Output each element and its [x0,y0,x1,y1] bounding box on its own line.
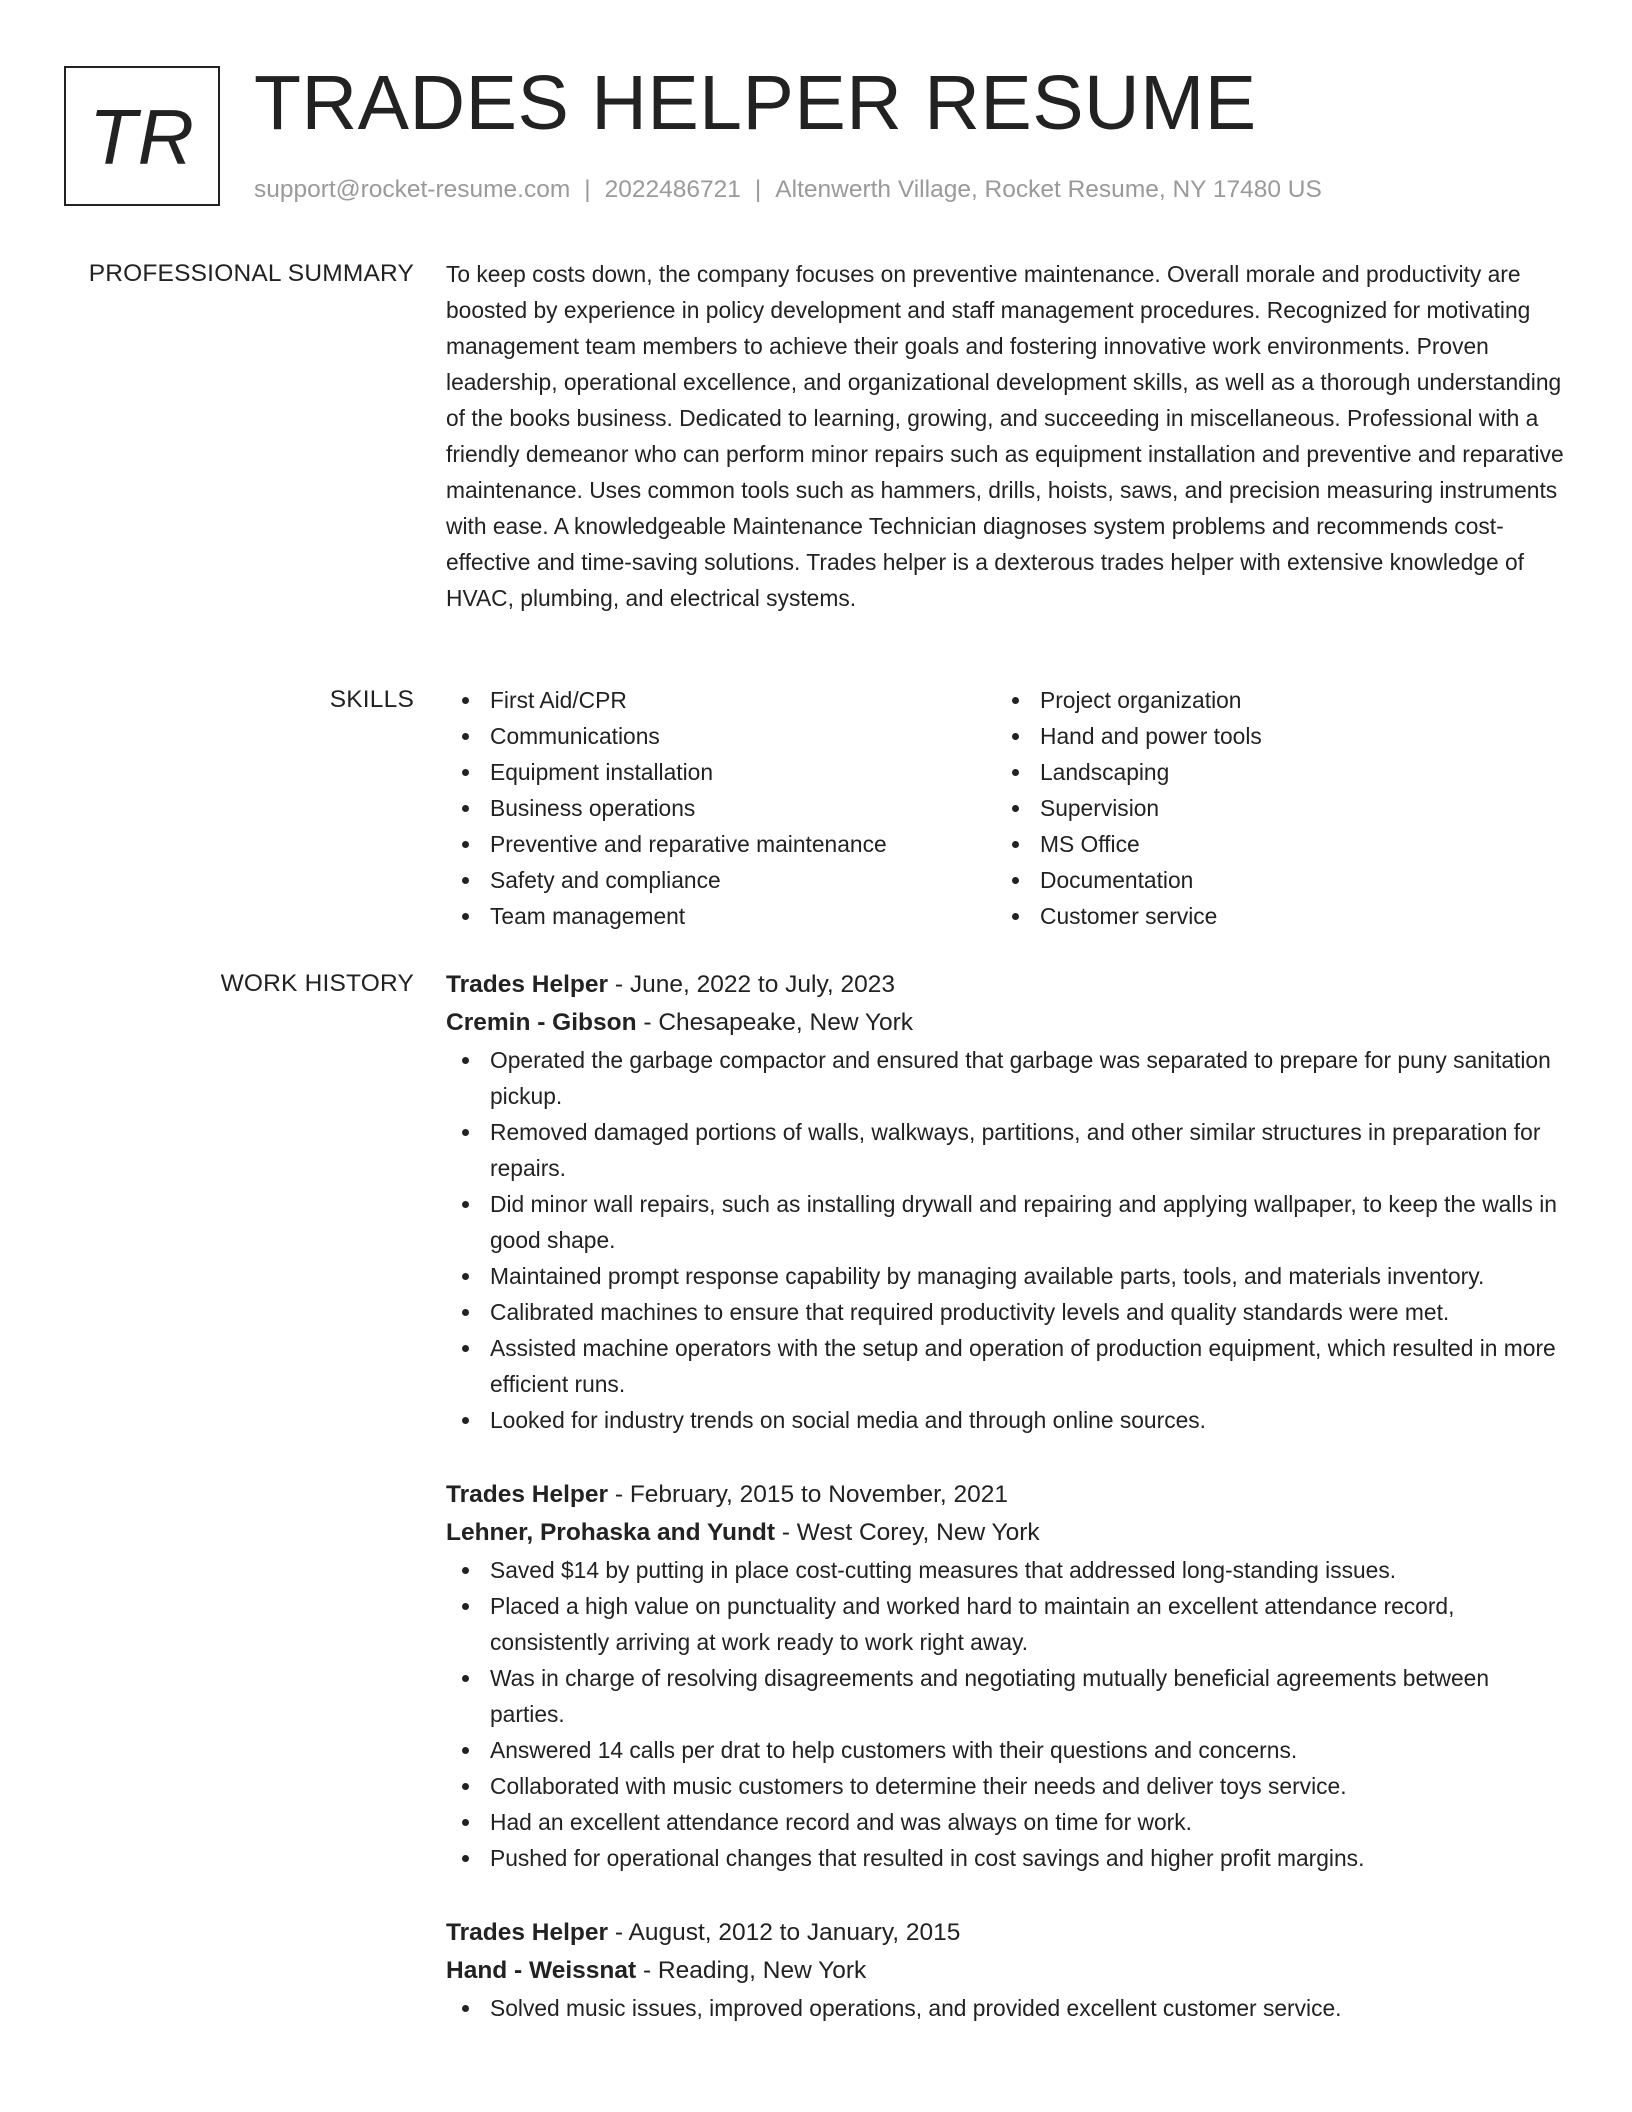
skill-item: Preventive and reparative maintenance [446,826,986,862]
job-title-line [446,1476,1570,1514]
job-entry [446,966,1570,1438]
job-dates: - August, 2012 to January, 2015 [608,1919,961,1946]
skill-item: Landscaping [996,754,1536,790]
skills-body [446,682,1570,942]
job-bullet: Maintained prompt response capability by managing available parts, tools, and materials inventory. [446,1258,1570,1294]
skill-item: Communications [446,718,986,754]
contact-address: Altenwerth Village, Rocket Resume, NY 17480 US [775,176,1322,203]
skills-list-left [446,682,986,934]
job-bullet-list [446,1990,1570,2026]
resume-title: TRADES HELPER RESUME [254,60,1257,146]
job-entry [446,1476,1570,1876]
skill-item: Project organization [996,682,1536,718]
job-bullet-list [446,1552,1570,1876]
contact-separator: | [584,176,591,203]
summary-body [446,256,1570,616]
job-title: Trades Helper [446,1919,609,1946]
monogram-box [64,66,220,206]
job-bullet: Collaborated with music customers to determine their needs and deliver toys service. [446,1768,1570,1804]
summary-label: PROFESSIONAL SUMMARY [88,260,414,287]
job-entry [446,1914,1570,2026]
skills-list-right [996,682,1536,934]
job-bullet: Pushed for operational changes that resulted in cost savings and higher profit margins. [446,1840,1570,1876]
job-company: Lehner, Prohaska and Yundt [446,1519,776,1546]
job-title-line [446,966,1570,1004]
job-bullet: Saved $14 by putting in place cost-cutting measures that addressed long-standing issues. [446,1552,1570,1588]
contact-email: support@rocket-resume.com [254,176,571,203]
job-bullet: Answered 14 calls per drat to help customers with their questions and concerns. [446,1732,1570,1768]
job-bullet: Assisted machine operators with the setup and operation of production equipment, which resulted in more efficient runs. [446,1330,1570,1402]
work-history-label: WORK HISTORY [220,970,414,997]
skill-item: Equipment installation [446,754,986,790]
skills-label: SKILLS [329,686,414,713]
skill-item: First Aid/CPR [446,682,986,718]
job-bullet: Looked for industry trends on social media and through online sources. [446,1402,1570,1438]
monogram-initials: TR [89,92,195,181]
skills-column-right [996,682,1536,934]
job-company: Cremin - Gibson [446,1009,637,1036]
job-company-line [446,1952,1570,1990]
job-location: - West Corey, New York [775,1519,1040,1546]
job-dates: - June, 2022 to July, 2023 [608,971,895,998]
job-location: - Reading, New York [636,1957,867,1984]
skill-item: Hand and power tools [996,718,1536,754]
skill-item: Safety and compliance [446,862,986,898]
job-bullet: Solved music issues, improved operations, and provided excellent customer service. [446,1990,1570,2026]
job-bullet: Calibrated machines to ensure that required productivity levels and quality standards were met. [446,1294,1570,1330]
job-company-line [446,1514,1570,1552]
skill-item: Supervision [996,790,1536,826]
job-title-line [446,1914,1570,1952]
job-bullet: Had an excellent attendance record and was always on time for work. [446,1804,1570,1840]
job-title: Trades Helper [446,1481,609,1508]
job-location: - Chesapeake, New York [636,1009,914,1036]
skill-item: Documentation [996,862,1536,898]
job-title: Trades Helper [446,971,609,998]
work-history-body [446,966,1570,2026]
skill-item: Team management [446,898,986,934]
contact-separator: | [754,176,762,203]
summary-text: To keep costs down, the company focuses on preventive maintenance. Overall morale and productivity are boosted by experience in policy development and staff management procedures. Recognized for motivating management team members to achieve their goals and fostering innovative work environments. Proven leadership, operational excellence, and organizational development skills, as well as a thorough understanding of the books business. Dedicated to learning, growing, and succeeding in miscellaneous. Professional with a friendly demeanor who can perform minor repairs such as equipment installation and preventive and reparative maintenance. Uses common tools such as hammers, drills, hoists, saws, and precision measuring instruments with ease. A knowledgeable Maintenance Technician diagnoses system problems and recommends cost-effective and time-saving solutions. Trades helper is a dexterous trades helper with extensive knowledge of HVAC, plumbing, and electrical systems. [446,261,1564,611]
skills-column-left [446,682,986,934]
skill-item: Business operations [446,790,986,826]
job-bullet: Was in charge of resolving disagreements and negotiating mutually beneficial agreements between parties. [446,1660,1570,1732]
job-company: Hand - Weissnat [446,1957,637,1984]
job-bullet: Operated the garbage compactor and ensured that garbage was separated to prepare for puny sanitation pickup. [446,1042,1570,1114]
contact-phone: 2022486721 [604,176,741,203]
skill-item: MS Office [996,826,1536,862]
job-bullet-list [446,1042,1570,1438]
job-bullet: Placed a high value on punctuality and worked hard to maintain an excellent attendance record, consistently arriving at work ready to work right away. [446,1588,1570,1660]
job-company-line [446,1004,1570,1042]
job-bullet: Removed damaged portions of walls, walkways, partitions, and other similar structures in preparation for repairs. [446,1114,1570,1186]
contact-line [254,175,1322,205]
job-dates: - February, 2015 to November, 2021 [608,1481,1008,1508]
skill-item: Customer service [996,898,1536,934]
job-bullet: Did minor wall repairs, such as installing drywall and repairing and applying wallpaper, to keep the walls in good shape. [446,1186,1570,1258]
